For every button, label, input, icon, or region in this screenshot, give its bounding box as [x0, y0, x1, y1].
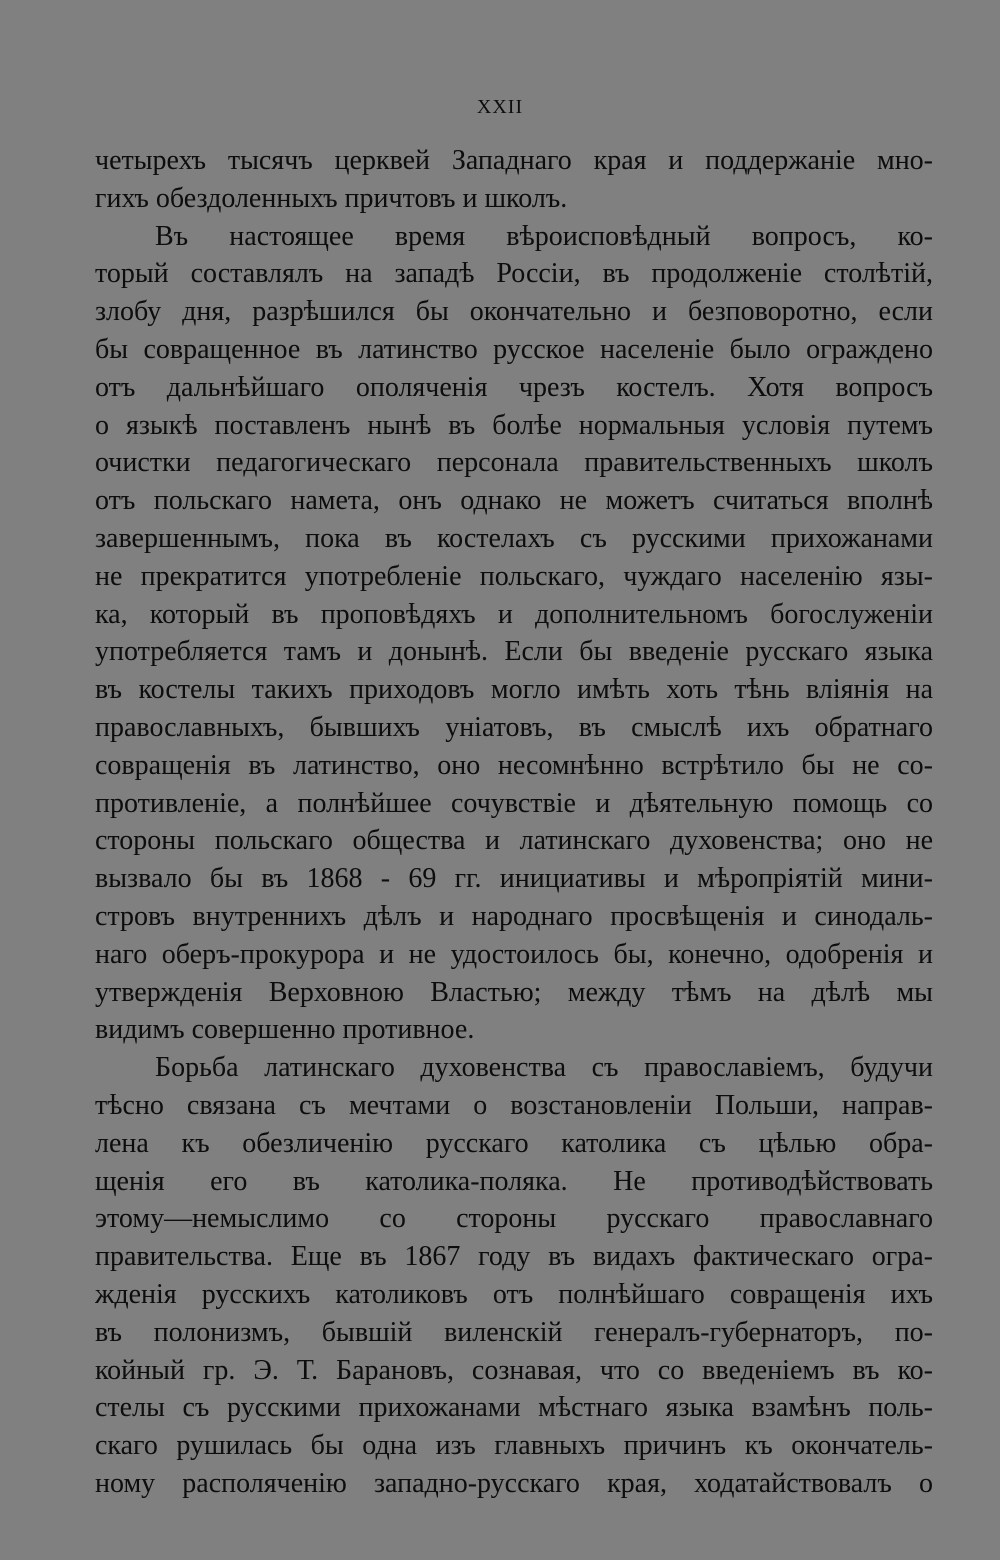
text-line: отъ польскаго намета, онъ однако не можетъ считаться вполнѣ — [95, 485, 933, 517]
text-line: щенiя его въ католика-поляка. Не противодѣйствовать — [95, 1165, 933, 1197]
text-line: въ полонизмъ, бывшiй виленскiй генералъ-губернаторъ, по- — [95, 1316, 933, 1348]
text-line: этому—немыслимо со стороны русскаго православнаго — [95, 1203, 933, 1235]
text-line: гихъ обездоленныхъ причтовъ и школъ. — [95, 182, 568, 214]
text-line: Въ настоящее время вѣроисповѣдный вопросъ, ко- — [155, 220, 933, 252]
text-line: вызвало бы въ 1868 - 69 гг. инициативы и мѣропрiятiй мини- — [95, 863, 933, 895]
text-line: противленiе, а полнѣйшее сочувствiе и дѣятельную помощь со — [95, 787, 933, 819]
text-line: ка, который въ проповѣдяхъ и дополнительномъ богослуженiи — [95, 598, 933, 630]
text-line: отъ дальнѣйшаго ополяченiя чрезъ костелъ. Хотя вопросъ — [95, 371, 933, 403]
text-line: четырехъ тысячъ церквей Западнаго края и поддержанiе мно- — [95, 145, 933, 176]
page-number: XXII — [476, 96, 524, 118]
text-line: лена къ обезличенiю русскаго католика съ цѣлью обра- — [95, 1127, 933, 1159]
text-line: тѣсно связана съ мечтами о возстановленiи Польши, направ- — [95, 1089, 933, 1121]
text-line: видимъ совершенно противное. — [95, 1014, 475, 1046]
text-line: стровъ внутреннихъ дѣлъ и народнаго просвѣщенiя и синодаль- — [95, 900, 933, 932]
text-line: торый составлялъ на западѣ Россiи, въ продолженiе столѣтiй, — [95, 258, 933, 290]
text-line: стороны польскаго общества и латинскаго духовенства; оно не — [95, 825, 933, 857]
text-line: завершеннымъ, пока въ костелахъ съ русскими прихожанами — [95, 522, 933, 554]
text-line: ному располяченiю западно-русскаго края, ходатайствовалъ о — [95, 1467, 933, 1499]
text-line: употребляется тамъ и донынѣ. Если бы введенiе русскаго языка — [95, 636, 933, 668]
text-line: стелы съ русскими прихожанами мѣстнаго языка взамѣнъ поль- — [95, 1392, 933, 1424]
body-text — [95, 142, 933, 1503]
text-line: койный гр. Э. Т. Барановъ, сознавая, что со введенiемъ въ ко- — [95, 1354, 933, 1386]
text-line: бы совращенное въ латинство русское населенiе было ограждено — [95, 333, 933, 365]
text-line: очистки педагогическаго персонала правительственныхъ школъ — [95, 447, 933, 479]
text-line: не прекратится употребленiе польскаго, чуждаго населенiю язы- — [95, 560, 933, 592]
text-line: о языкѣ поставленъ нынѣ въ болѣе нормальныя условiя путемъ — [95, 409, 933, 441]
text-line: жденiя русскихъ католиковъ отъ полнѣйшаго совращенiя ихъ — [95, 1278, 933, 1310]
text-line: православныхъ, бывшихъ унiатовъ, въ смыслѣ ихъ обратнаго — [95, 711, 933, 743]
text-line: наго оберъ-прокурора и не удостоилось бы, конечно, одобренiя и — [95, 938, 933, 970]
text-line: скаго рушилась бы одна изъ главныхъ причинъ къ окончатель- — [95, 1430, 933, 1462]
text-line: Борьба латинскаго духовенства съ православiемъ, будучи — [155, 1052, 933, 1084]
text-line: злобу дня, разрѣшился бы окончательно и безповоротно, если — [95, 296, 933, 328]
text-line: въ костелы такихъ приходовъ могло имѣть хоть тѣнь влiянiя на — [95, 674, 933, 706]
text-line: утвержденiя Верховною Властью; между тѣмъ на дѣлѣ мы — [95, 976, 933, 1008]
text-line: правительства. Еще въ 1867 году въ видахъ фактическаго огра- — [95, 1241, 933, 1273]
text-line: совращенiя въ латинство, оно несомнѣнно встрѣтило бы не со- — [95, 749, 933, 781]
